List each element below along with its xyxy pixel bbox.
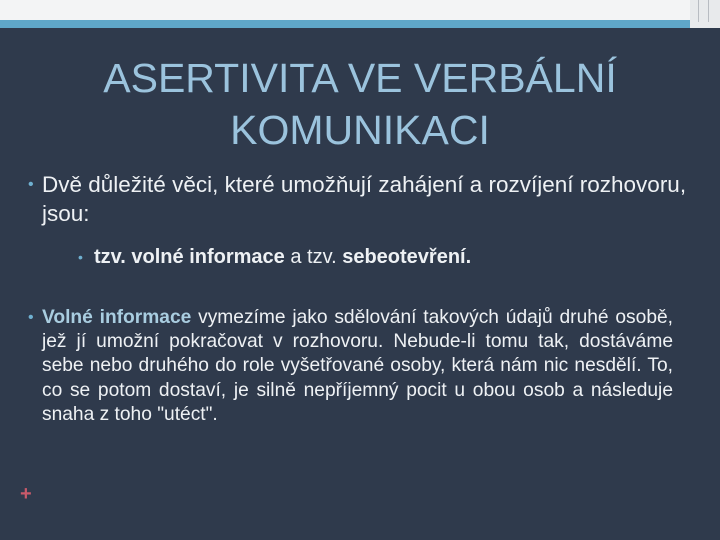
bullet-3-body: vymezíme jako sdělování takových údajů druhé osobě, jež jí umožní pokračovat v rozhovoru. Nebude-li tomu tak, dostáváme sebe nebo druhého do role vyšetřované osoby, která nám nic nesdělí. To, co se potom dostaví, je silně nepříjemný pocit u obou osob a následuje snaha z toho "utéct". [42, 307, 673, 425]
bullet-1-text: Dvě důležité věci, které umožňují zahájení a rozvíjení rozhovoru, jsou: [42, 172, 687, 226]
bullet-1 [28, 170, 688, 228]
bullet-3-text [42, 306, 673, 427]
top-stripe [0, 20, 690, 28]
bullet-3 [28, 306, 673, 427]
term-sebeotevreni: sebeotevření. [342, 246, 472, 268]
bullet-marker: • [78, 249, 83, 265]
corner-decoration [690, 0, 720, 28]
corner-line [708, 0, 709, 22]
plus-marker: + [20, 483, 32, 505]
term-volne-informace: tzv. volné informace [94, 246, 285, 268]
bullet-2 [78, 245, 698, 269]
slide-title: ASERTIVITA VE VERBÁLNÍ KOMUNIKACI [103, 55, 617, 153]
term-highlight: Volné informace [42, 307, 192, 328]
connector-text: a tzv. [284, 246, 343, 268]
bullet-2-text [94, 245, 698, 269]
bullet-marker: • [28, 176, 34, 193]
corner-line [698, 0, 699, 22]
bullet-marker: • [28, 309, 34, 326]
top-band [0, 0, 720, 20]
